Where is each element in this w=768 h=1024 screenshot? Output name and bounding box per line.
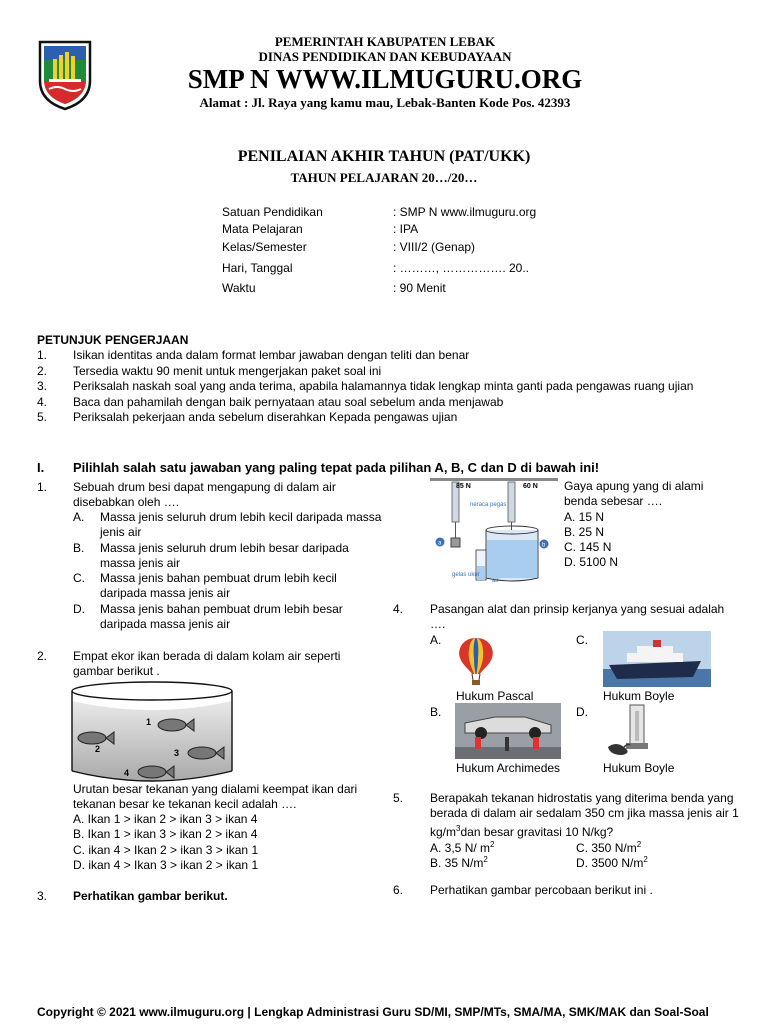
- option-text: Massa jenis seluruh drum lebih besar daripada: [100, 541, 349, 555]
- identity-value: : IPA: [393, 222, 419, 236]
- identity-value: : SMP N www.ilmuguru.org: [393, 205, 537, 219]
- label-a: a: [438, 540, 442, 547]
- fish-label: 2: [95, 744, 101, 754]
- school-logo: [37, 39, 93, 111]
- identity-label: Waktu: [222, 281, 256, 295]
- identity-value: : 90 Menit: [393, 281, 446, 295]
- instruction-num: 5.: [37, 410, 48, 424]
- instruction-text: Baca dan pahamilah dengan baik pernyataan atau soal sebelum anda menjawab: [73, 395, 504, 409]
- section-number: I.: [37, 460, 45, 475]
- question-stem: Pasangan alat dan prinsip kerjanya yang sesuai adalah: [430, 602, 725, 616]
- car-lift-image: [455, 703, 561, 759]
- question-stem: berada di dalam air sedalam 350 cm jika massa jenis air 1: [430, 806, 739, 820]
- question-number: 2.: [37, 649, 48, 663]
- question-number: 3.: [37, 889, 48, 903]
- option-text: D. 3500 $N/m^2$: [576, 855, 648, 870]
- identity-label: Mata Pelajaran: [222, 222, 303, 236]
- option-text: B. 25 N: [564, 525, 605, 539]
- instruction-text: Tersedia waktu 90 menit untuk mengerjakan paket soal ini: [73, 364, 382, 378]
- option-letter: C.: [576, 633, 588, 647]
- question-number: 5.: [393, 791, 404, 805]
- fish-label: 3: [174, 748, 180, 758]
- question-number: 4.: [393, 602, 404, 616]
- question-stem: Empat ekor ikan berada di dalam kolam air seperti: [73, 649, 341, 663]
- option-text: B. Ikan 1 > ikan 3 > ikan 2 > ikan 4: [73, 827, 258, 841]
- question-stem: Berapakah tekanan hidrostatis yang diterima benda yang: [430, 791, 734, 805]
- option-text: daripada massa jenis air: [100, 586, 231, 600]
- option-text: A. 3,5 N/ $m^2$: [430, 840, 495, 855]
- option-text: daripada massa jenis air: [100, 617, 231, 631]
- identity-value: : VIII/2 (Genap): [393, 240, 476, 254]
- identity-value: : ………, ……………. 20..: [393, 261, 530, 275]
- option-caption: Hukum Pascal: [456, 689, 534, 703]
- question-stem: Sebuah drum besi dapat mengapung di dalam air: [73, 480, 336, 494]
- option-text: A. Ikan 1 > ikan 2 > ikan 3 > ikan 4: [73, 812, 258, 826]
- tensimeter-image: [604, 703, 654, 759]
- option-text: Massa jenis seluruh drum lebih kecil daripada massa: [100, 510, 382, 524]
- instruction-num: 3.: [37, 379, 48, 393]
- instructions-title: PETUNJUK PENGERJAAN: [37, 333, 189, 347]
- option-text: Massa jenis bahan pembuat drum lebih besar: [100, 602, 343, 616]
- question-number: 6.: [393, 883, 404, 897]
- fish-label: 1: [146, 717, 152, 727]
- question-stem: Urutan besar tekanan yang dialami keempat ikan dari: [73, 782, 358, 796]
- fish-tank-figure: [68, 679, 236, 783]
- question-number: 1.: [37, 480, 48, 494]
- spring-balance-figure: [430, 478, 558, 584]
- option-text: C. 350 $N/m^2$: [576, 840, 642, 855]
- option-text: C. 145 N: [564, 540, 612, 554]
- question-stem: ….: [430, 617, 446, 631]
- section-title: Pilihlah salah satu jawaban yang paling tepat pada pilihan A, B, C dan D di bawah ini!: [73, 460, 600, 475]
- option-caption: Hukum Archimedes: [456, 761, 561, 775]
- ship-image: [603, 631, 711, 687]
- option-letter: C.: [73, 571, 85, 585]
- label-b: b: [542, 542, 546, 549]
- option-letter: A.: [430, 633, 442, 647]
- header-line-1: PEMERINTAH KABUPATEN LEBAK: [274, 34, 496, 49]
- option-text: D. 5100 N: [564, 555, 619, 569]
- footer-copyright: Copyright © 2021 www.ilmuguru.org | Lengkap Administrasi Guru SD/MI, SMP/MTs, SMA/MA, SMK/MAK dan Soal-Soal: [37, 1005, 709, 1019]
- instruction-text: Periksalah naskah soal yang anda terima, apabila halamannya tidak lengkap minta ganti pada pengawas ruang ujian: [73, 379, 694, 393]
- question-stem: gambar berikut .: [73, 664, 160, 678]
- question-stem: Perhatikan gambar berikut.: [73, 889, 228, 903]
- cup-label: gelas ukur: [452, 572, 480, 578]
- option-letter: A.: [73, 510, 85, 524]
- option-text: jenis air: [100, 525, 142, 539]
- identity-label: Kelas/Semester: [222, 240, 307, 254]
- water-label: air: [492, 578, 499, 584]
- instruction-num: 2.: [37, 364, 48, 378]
- option-caption: Hukum Boyle: [603, 761, 675, 775]
- option-text: B. 35 $N/m^2$: [430, 855, 488, 870]
- exam-title: PENILAIAN AKHIR TAHUN (PAT/UKK): [237, 148, 531, 165]
- question-stem: tekanan besar ke tekanan kecil adalah ….: [73, 797, 297, 811]
- hot-air-balloon-image: [456, 636, 496, 686]
- weight-label: 85 N: [456, 483, 471, 490]
- instruction-text: Isikan identitas anda dalam format lembar jawaban dengan teliti dan benar: [73, 348, 470, 362]
- weight-label: 60 N: [523, 483, 538, 490]
- identity-label: Hari, Tanggal: [222, 261, 293, 275]
- option-caption: Hukum Boyle: [603, 689, 675, 703]
- instruction-text: Periksalah pekerjaan anda sebelum diserahkan Kepada pengawas ujian: [73, 410, 458, 424]
- school-name: SMP N WWW.ILMUGURU.ORG: [187, 64, 583, 94]
- question-stem: Gaya apung yang di alami: [564, 479, 704, 493]
- option-text: Massa jenis bahan pembuat drum lebih kecil: [100, 571, 337, 585]
- option-text: massa jenis air: [100, 556, 181, 570]
- option-text: C. ikan 4 > Ikan 2 > ikan 3 > ikan 1: [73, 843, 259, 857]
- question-stem: $kg/m^3dan$ besar gravitasi 10 N/kg?: [430, 824, 614, 839]
- option-text: D. ikan 4 > Ikan 3 > ikan 2 > ikan 1: [73, 858, 259, 872]
- question-stem: disebabkan oleh ….: [73, 495, 180, 509]
- option-letter: B.: [73, 541, 85, 555]
- option-text: A. 15 N: [564, 510, 605, 524]
- fish-label: 4: [124, 768, 130, 778]
- instruction-num: 4.: [37, 395, 48, 409]
- option-letter: D.: [73, 602, 85, 616]
- option-letter: B.: [430, 705, 442, 719]
- scale-label: neraca pegas: [470, 502, 507, 508]
- option-letter: D.: [576, 705, 588, 719]
- question-stem: benda sebesar ….: [564, 494, 663, 508]
- instruction-num: 1.: [37, 348, 48, 362]
- header-line-2: DINAS PENDIDIKAN DAN KEBUDAYAAN: [258, 49, 512, 64]
- exam-year: TAHUN PELAJARAN 20…/20…: [290, 170, 478, 185]
- school-address: Alamat : Jl. Raya yang kamu mau, Lebak-Banten Kode Pos. 42393: [199, 95, 571, 110]
- identity-label: Satuan Pendidikan: [222, 205, 323, 219]
- question-stem: Perhatikan gambar percobaan berikut ini .: [430, 883, 653, 897]
